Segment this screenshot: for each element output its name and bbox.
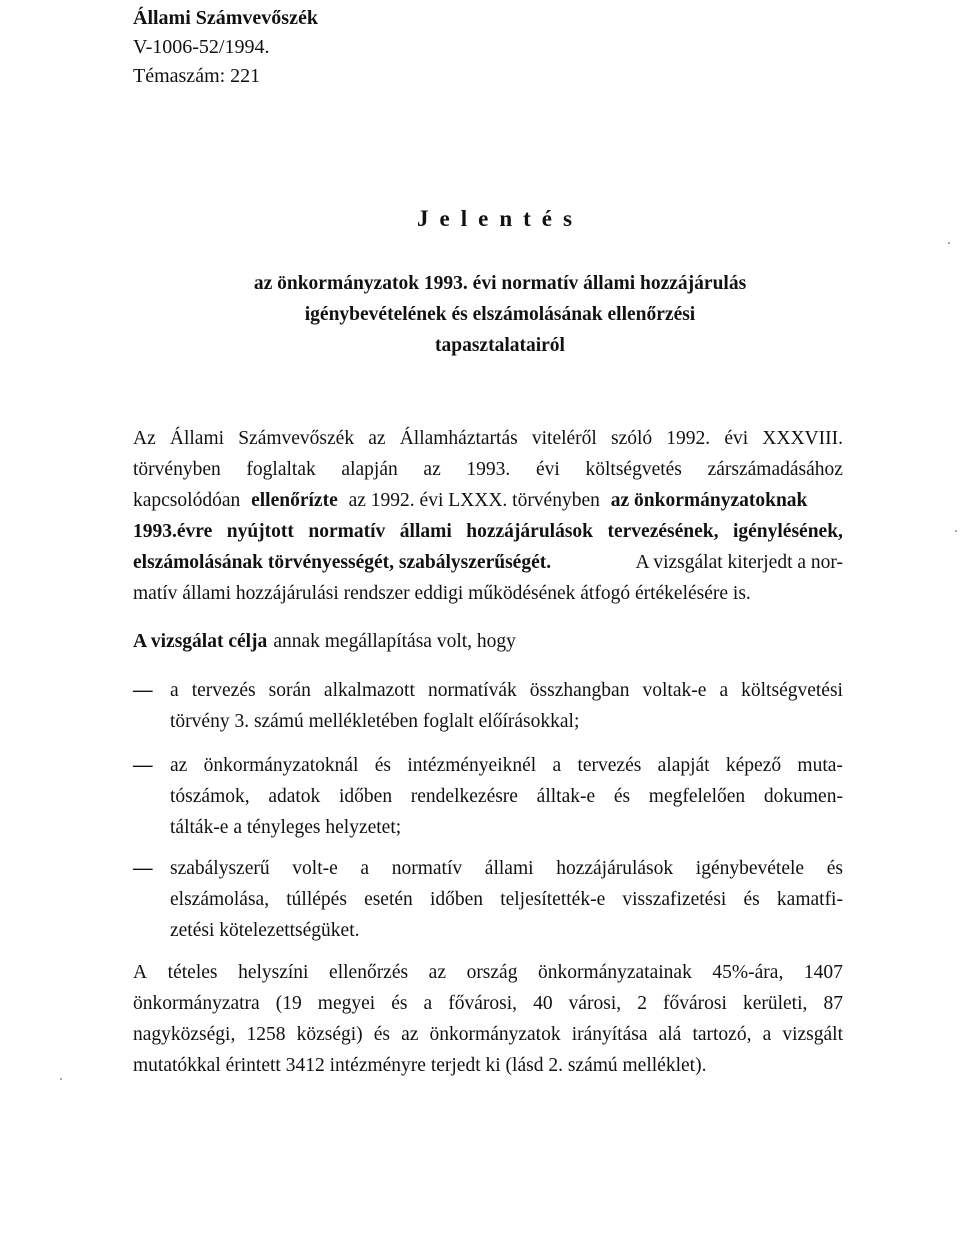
text-line: tálták-e a tényleges helyzetet; (170, 817, 402, 838)
text-line (170, 750, 843, 781)
word: tervezés (577, 755, 642, 776)
word: képező (725, 755, 782, 776)
bullet-dash: — (133, 755, 153, 776)
word: normatív (308, 521, 386, 542)
word: viteléről (531, 428, 597, 449)
word: a (719, 680, 729, 701)
organization-name: Állami Számvevőszék (133, 7, 318, 29)
intro-paragraph (133, 423, 843, 609)
word: önkormányzatok (429, 1024, 561, 1045)
word: igénylésének, (732, 521, 843, 542)
word: (19 (275, 993, 302, 1014)
word: a (170, 680, 179, 701)
word: megfelelően (648, 786, 746, 807)
word: Számvevőszék (238, 428, 355, 449)
topic-number: Témaszám: 221 (133, 65, 261, 87)
list-item (133, 750, 843, 843)
report-title: Jelentés (417, 206, 583, 231)
word: 45%-ára, (712, 962, 784, 983)
word: irányítása (571, 1024, 648, 1045)
scan-speck (948, 242, 950, 244)
word: szabályszerű (170, 858, 270, 879)
word: helyszíni (238, 962, 309, 983)
word: évi (535, 459, 560, 480)
word: dokumen- (763, 786, 843, 807)
word: 1407 (803, 962, 843, 983)
list-item-text (170, 750, 843, 843)
word: tételes (167, 962, 218, 983)
bold-text: elszámolásának törvényességét, szabályszerűségét. (133, 552, 552, 573)
text-line (133, 1019, 843, 1050)
subtitle-line: igénybevételének és elszámolásának ellenőrzési (304, 304, 696, 325)
word: esetén (364, 889, 413, 910)
text-segment (133, 485, 807, 516)
word: nyújtott (226, 521, 294, 542)
word: vizsgált (782, 1024, 843, 1045)
word: visszafizetési (622, 889, 727, 910)
word: az (423, 459, 441, 480)
word: foglaltak (246, 459, 316, 480)
word: 1993.évre (133, 521, 213, 542)
text-line (133, 423, 843, 454)
text-segment: az 1992. évi LXXX. törvényben (348, 490, 600, 511)
word: álltak-e (536, 786, 596, 807)
word: állami (399, 521, 452, 542)
subtitle-line: az önkormányzatok 1993. évi normatív állami hozzájárulás (253, 273, 747, 294)
word: kamatfi- (776, 889, 843, 910)
bold-text: az önkormányzatoknak (610, 490, 808, 511)
word: alkalmazott (323, 680, 415, 701)
word: és (826, 858, 843, 879)
word: tartozó, (692, 1024, 752, 1045)
scope-paragraph (133, 957, 843, 1081)
word: évi (724, 428, 749, 449)
word: és (613, 786, 631, 807)
word: időben (429, 889, 484, 910)
subtitle-line: tapasztalatairól (435, 335, 565, 356)
word: volt-e (292, 858, 338, 879)
word: és (374, 755, 392, 776)
text-line (133, 626, 843, 657)
word: Az (133, 428, 156, 449)
word: a (552, 755, 562, 776)
word: megyei (317, 993, 376, 1014)
purpose-paragraph (133, 626, 843, 657)
word: az (368, 428, 386, 449)
word: során (268, 680, 311, 701)
word: intézményeiknél (407, 755, 537, 776)
document-header (133, 4, 318, 91)
report-subtitle (0, 268, 960, 361)
word: 1992. (666, 428, 711, 449)
word: 87 (823, 993, 843, 1014)
text-line: mutatókkal érintett 3412 intézményre terjedt ki (lásd 2. számú melléklet). (133, 1055, 707, 1076)
text-segment: annak megállapítása volt, hogy (273, 631, 516, 652)
list-item (133, 853, 843, 946)
word: alapját (657, 755, 710, 776)
word: és (373, 1024, 390, 1045)
word: városi, (568, 993, 622, 1014)
text-line (133, 454, 843, 485)
word: ország (466, 962, 518, 983)
word: tervezés (191, 680, 256, 701)
text-line (133, 516, 843, 547)
text-line (133, 957, 843, 988)
word: fővárosi (663, 993, 727, 1014)
text-line (170, 675, 843, 706)
word: 2 (637, 993, 647, 1014)
text-line (170, 884, 843, 915)
text-line: zetési kötelezettségüket. (170, 920, 360, 941)
word: költségvetés (585, 459, 682, 480)
word: költségvetési (741, 680, 843, 701)
word: törvényben (133, 459, 221, 480)
text-line (133, 578, 843, 609)
bold-text: ellenőrízte (251, 490, 338, 511)
word: tervezésének, (607, 521, 719, 542)
word: A (133, 962, 148, 983)
word: zárszámadásához (707, 459, 843, 480)
word: hozzájárulások (466, 521, 594, 542)
bold-text: A vizsgálat célja (133, 631, 268, 652)
word: kerületi, (742, 993, 808, 1014)
text-segment: kapcsolódóan (133, 490, 241, 511)
word: normatívák (427, 680, 517, 701)
text-line: törvény 3. számú mellékletében foglalt előírásokkal; (170, 711, 580, 732)
word: voltak-e (642, 680, 707, 701)
word: önkormányzatra (133, 993, 260, 1014)
word: Államháztartás (399, 428, 518, 449)
scan-speck (955, 530, 957, 532)
reference-number: V-1006-52/1994. (133, 36, 270, 58)
word: a (762, 1024, 772, 1045)
word: községi) (296, 1024, 363, 1045)
word: az (170, 755, 188, 776)
word: nagyközségi, (133, 1024, 236, 1045)
word: az (428, 962, 446, 983)
word: elszámolása, (170, 889, 270, 910)
text-segment: matív állami hozzájárulási rendszer eddigi működésének átfogó értékelésére is. (133, 583, 751, 604)
word: időben (339, 786, 393, 807)
word: tószámok, (170, 786, 250, 807)
word: állami (484, 858, 534, 879)
text-line (133, 988, 843, 1019)
word: a (423, 993, 433, 1014)
word: hozzájárulások (556, 858, 674, 879)
text-line (170, 853, 843, 884)
word: összhangban (529, 680, 630, 701)
text-line (133, 547, 843, 578)
word: az (401, 1024, 419, 1045)
word: Állami (169, 428, 225, 449)
word: 1993. (466, 459, 511, 480)
word: alapján (341, 459, 398, 480)
word: fővárosi, (448, 993, 518, 1014)
word: igénybevétele (695, 858, 805, 879)
word: alá (658, 1024, 682, 1045)
list-item (133, 675, 843, 737)
list-item-text (170, 853, 843, 946)
word: önkormányzatainak (538, 962, 692, 983)
word: 1258 (246, 1024, 286, 1045)
text-line (170, 781, 843, 812)
bullet-dash: — (133, 858, 153, 879)
scan-speck (60, 1078, 62, 1080)
text-line (133, 485, 843, 516)
word: ellenőrzés (329, 962, 409, 983)
word: önkormányzatoknál (203, 755, 359, 776)
word: teljesítették-e (500, 889, 606, 910)
text-segment: A vizsgálat kiterjedt a nor- (635, 552, 843, 573)
word: és (391, 993, 408, 1014)
word: és (743, 889, 760, 910)
word: 40 (533, 993, 553, 1014)
word: normatív (391, 858, 463, 879)
word: muta- (797, 755, 843, 776)
bullet-dash: — (133, 680, 153, 701)
word: szóló (610, 428, 653, 449)
word: rendelkezésre (410, 786, 518, 807)
word: XXXVIII. (762, 428, 843, 449)
word: adatok (268, 786, 321, 807)
word: a (360, 858, 370, 879)
list-item-text (170, 675, 843, 737)
word: túllépés (286, 889, 347, 910)
